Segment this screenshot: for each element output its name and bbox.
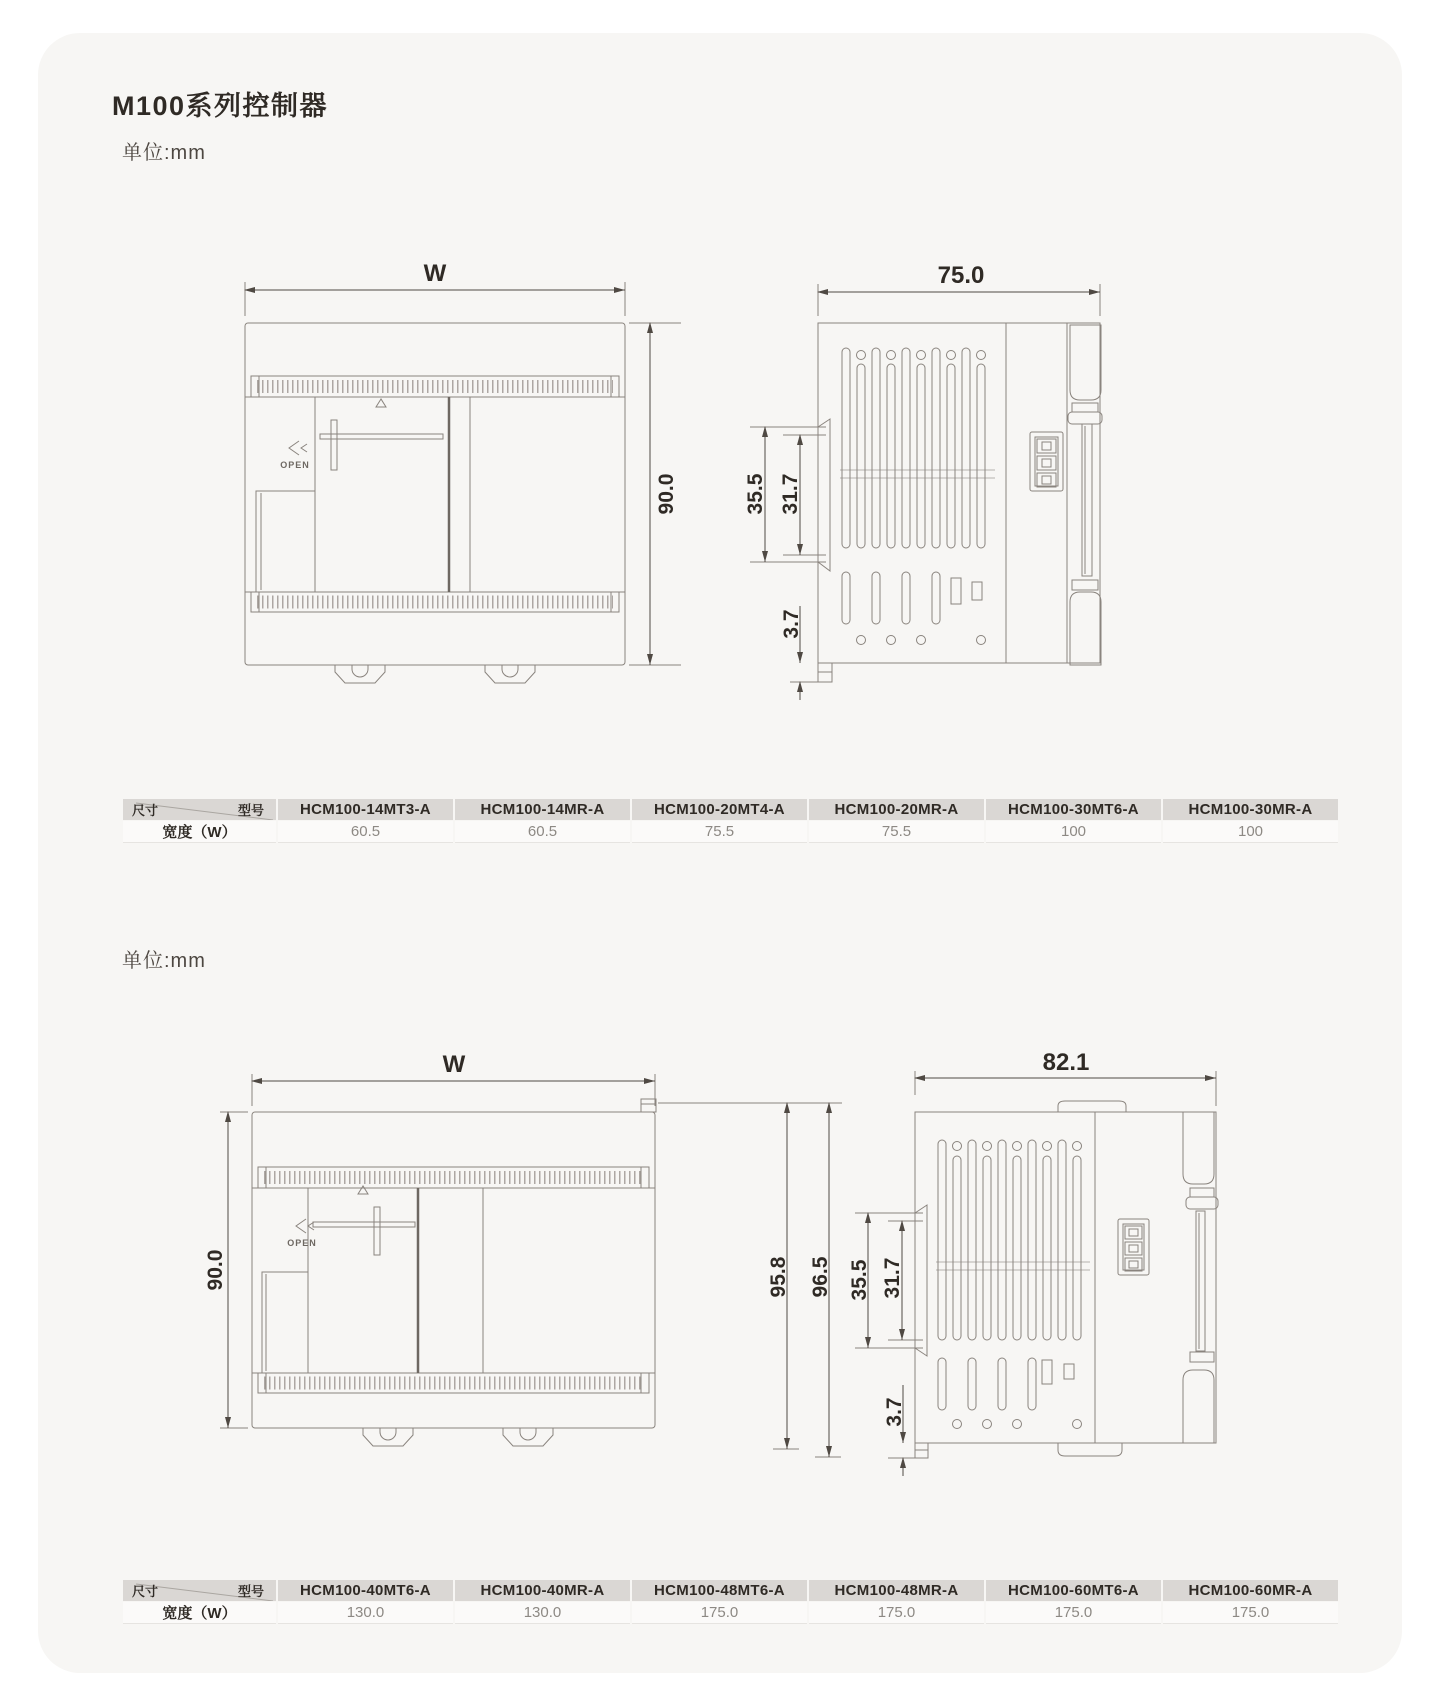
model-column-header: HCM100-20MR-A: [809, 799, 984, 820]
corner-size-label: 尺寸: [132, 803, 159, 818]
table-corner-cell: [123, 1580, 276, 1601]
dim-din-inner-label: 31.7: [779, 473, 802, 515]
page-title: M100系列控制器: [112, 91, 329, 121]
width-value: 130.0: [455, 1602, 630, 1624]
dim-din-inner-label: 31.7: [881, 1257, 904, 1299]
dimension-table-section2: [123, 1580, 1338, 1624]
model-column-header: HCM100-30MR-A: [1163, 799, 1338, 820]
width-value: 100: [1163, 821, 1338, 843]
table-width-row: [123, 1602, 1338, 1624]
table-width-row: [123, 821, 1338, 843]
model-column-header: HCM100-14MT3-A: [278, 799, 453, 820]
unit-label-section2: 单位:mm: [122, 950, 206, 972]
model-column-header: HCM100-48MR-A: [809, 1580, 984, 1601]
width-value: 75.5: [632, 821, 807, 843]
table-header-row: [123, 1580, 1338, 1601]
dim-din-tab-label: 3.7: [883, 1397, 906, 1427]
model-column-header: HCM100-40MR-A: [455, 1580, 630, 1601]
width-value: 175.0: [632, 1602, 807, 1624]
width-row-label: 宽度（W）: [123, 1602, 276, 1624]
dim-din-outer-label: 35.5: [848, 1259, 871, 1301]
model-column-header: HCM100-60MT6-A: [986, 1580, 1161, 1601]
model-column-header: HCM100-60MR-A: [1163, 1580, 1338, 1601]
width-value: 130.0: [278, 1602, 453, 1624]
width-value: 75.5: [809, 821, 984, 843]
table-header-row: [123, 799, 1338, 820]
dim-height-label: 90.0: [204, 1249, 227, 1291]
dim-din-tab-label: 3.7: [780, 609, 803, 639]
width-value: 60.5: [278, 821, 453, 843]
open-label: OPEN: [280, 460, 310, 470]
dim-din-outer-label: 35.5: [744, 473, 767, 515]
corner-model-label: 型号: [237, 1584, 264, 1599]
dim-depth-label: 82.1: [1042, 1049, 1090, 1076]
dim-width-label: W: [423, 260, 447, 287]
open-label: OPEN: [287, 1238, 317, 1248]
model-column-header: HCM100-48MT6-A: [632, 1580, 807, 1601]
model-column-header: HCM100-14MR-A: [455, 799, 630, 820]
corner-model-label: 型号: [237, 803, 264, 818]
model-column-header: HCM100-20MT4-A: [632, 799, 807, 820]
width-value: 100: [986, 821, 1161, 843]
dimension-table-section1: [123, 799, 1338, 843]
dim-height-total-label: 96.5: [809, 1256, 832, 1298]
model-column-header: HCM100-40MT6-A: [278, 1580, 453, 1601]
dim-depth-label: 75.0: [937, 262, 985, 289]
model-column-header: HCM100-30MT6-A: [986, 799, 1161, 820]
unit-label-section1: 单位:mm: [122, 142, 206, 164]
width-value: 175.0: [809, 1602, 984, 1624]
dim-height-label: 90.0: [655, 473, 678, 515]
width-value: 175.0: [1163, 1602, 1338, 1624]
content-card: [38, 33, 1402, 1673]
dim-width-label: W: [442, 1051, 466, 1078]
dim-height-connector-label: 95.8: [767, 1256, 790, 1298]
width-value: 60.5: [455, 821, 630, 843]
corner-size-label: 尺寸: [132, 1584, 159, 1599]
table-corner-cell: [123, 799, 276, 820]
width-row-label: 宽度（W）: [123, 821, 276, 843]
width-value: 175.0: [986, 1602, 1161, 1624]
